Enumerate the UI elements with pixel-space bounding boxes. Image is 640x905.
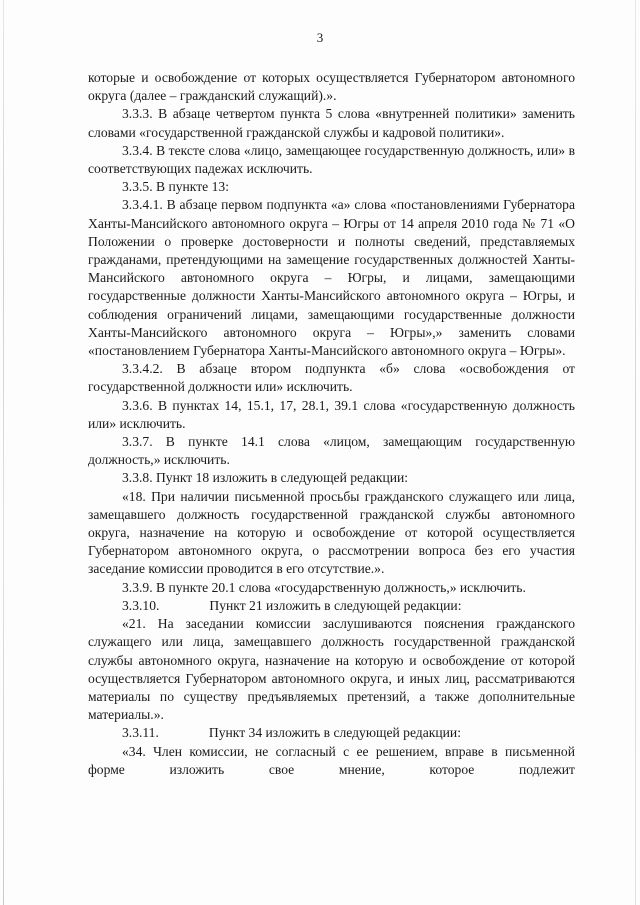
- paragraph-3-3-4: 3.3.4. В тексте слова «лицо, замещающее государственную должность, или» в соответствующих падежах исключить.: [88, 142, 575, 177]
- paragraph-text: Пункт 21 изложить в следующей редакции:: [209, 597, 462, 613]
- paragraph-3-3-9: 3.3.9. В пункте 20.1 слова «государственную должность,» исключить.: [122, 579, 526, 595]
- paragraph-text: Пункт 34 изложить в следующей редакции:: [208, 725, 461, 741]
- scan-edge: [635, 0, 636, 905]
- paragraph-3-3-4-2: 3.3.4.2. В абзаце втором подпункта «б» слова «освобождения от государственной должности или» исключить.: [88, 361, 575, 395]
- page-number: 3: [316, 30, 324, 45]
- quoted-item-34: «34. Член комиссии, не согласный с ее решением, вправе в письменной форме изложить свое мнение, которое подлежит: [88, 743, 575, 777]
- paragraph-3-3-8: 3.3.8. Пункт 18 изложить в следующей редакции:: [122, 470, 409, 486]
- paragraph-3-3-5: 3.3.5. В пункте 13:: [122, 179, 229, 195]
- quoted-item-18: «18. При наличии письменной просьбы гражданского служащего или лица, замещавшего должность государственной гражданской службы автономного округа, назначение на которую и освобождение от которой осуществляется Губернатором автономного округа, о рассмотрении вопроса без его участия заседание комиссии проводится в его отсутствие.».: [88, 488, 575, 577]
- quoted-item-21: «21. На заседании комиссии заслушиваются пояснения гражданского служащего или лица, замещавшего должность государственной гражданской службы автономного округа, назначение на которую и освобождение от которой осуществляется Губернатором автономного округа, и иных лиц, рассматриваются материалы по существу предъявляемых претензий, а также дополнительные материалы.».: [88, 616, 575, 723]
- paragraph-3-3-4-1: 3.3.4.1. В абзаце первом подпункта «а» слова «постановлениями Губернатора Ханты-Мансийского автономного округа – Югры от 14 апреля 2010 года № 71 «О Положении о проверке достоверности и полноты сведений, представляемых гражданами, претендующими на замещение государственных должностей Ханты-Мансийского автономного округа – Югры, и лицами, замещающими государственные должности Ханты-Мансийского автономного округа – Югры, и соблюдения ограничений лицами, замещающими государственные должности Ханты-Мансийского автономного округа – Югры»,» заменить словами «постановлением Губернатора Ханты-Мансийского автономного округа – Югры».: [88, 197, 575, 359]
- paragraph-3-3-11: [88, 724, 575, 742]
- paragraph-3-3-6: 3.3.6. В пунктах 14, 15.1, 17, 28.1, 39.1 слова «государственную должность или» исключить.: [88, 397, 575, 431]
- paragraph-number: 3.3.11.: [122, 725, 159, 741]
- paragraph-3-3-3: 3.3.3. В абзаце четвертом пункта 5 слова «внутренней политики» заменить словами «государственной гражданской службы и кадровой политики».: [88, 106, 575, 140]
- paragraph-3-3-10: [88, 597, 575, 615]
- paragraph-continuation: которые и освобождение от которых осуществляется Губернатором автономного округа (далее – гражданский служащий).».: [88, 70, 575, 104]
- paragraph-3-3-7: 3.3.7. В пункте 14.1 слова «лицом, замещающим государственную должность,» исключить.: [88, 434, 575, 468]
- scan-edge: [3, 0, 4, 905]
- document-body: [88, 69, 575, 779]
- paragraph-number: 3.3.10.: [122, 597, 160, 613]
